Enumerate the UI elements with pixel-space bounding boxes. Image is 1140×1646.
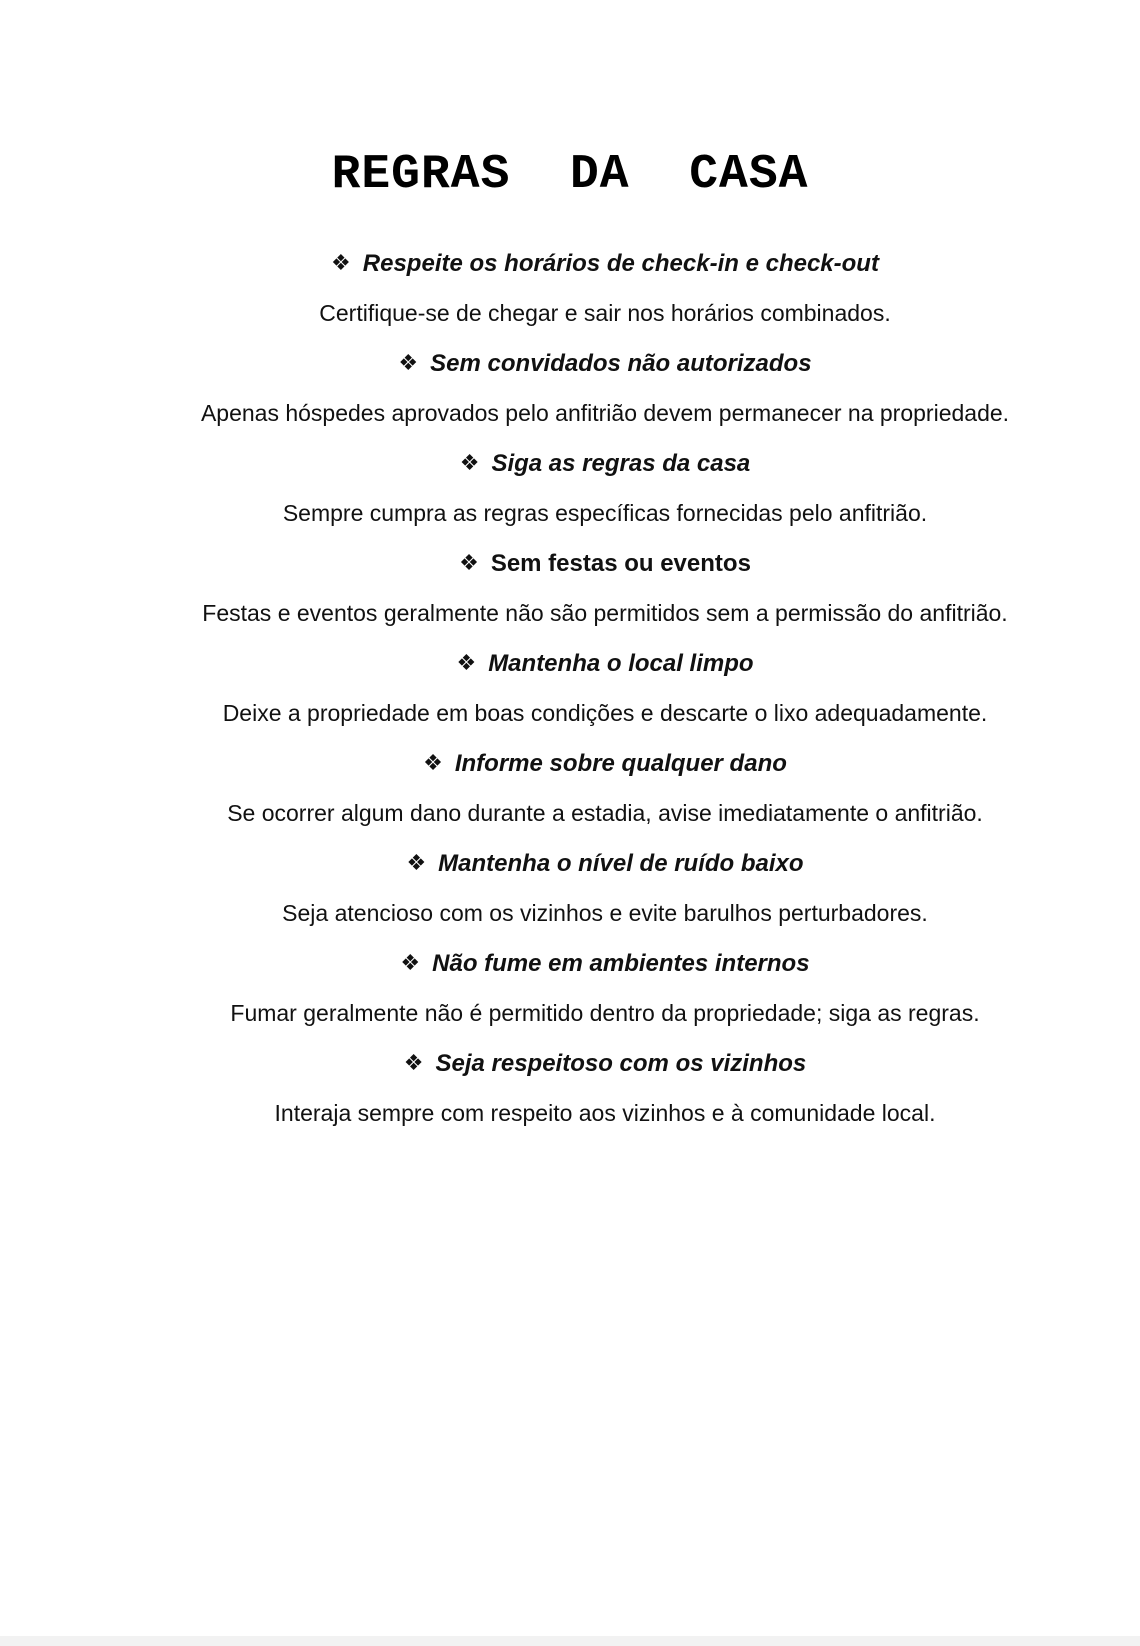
rule-heading-text: Sem convidados não autorizados	[430, 350, 812, 377]
page-bottom-edge	[0, 1636, 1140, 1646]
rule-heading	[190, 1038, 1020, 1088]
rule-item	[190, 738, 1020, 838]
rule-description: Seja atencioso com os vizinhos e evite barulhos perturbadores.	[282, 900, 928, 926]
rule-heading-text: Siga as regras da casa	[491, 450, 751, 477]
rule-heading	[190, 438, 1020, 488]
four-diamond-bullet-icon: ❖	[459, 450, 480, 475]
page-title: REGRAS DA CASA	[331, 148, 809, 202]
rule-heading-text: Não fume em ambientes internos	[432, 950, 810, 977]
rule-heading-text: Respeite os horários de check-in e check-out	[362, 250, 879, 277]
rule-heading-text: Seja respeitoso com os vizinhos	[435, 1050, 807, 1077]
four-diamond-bullet-icon: ❖	[456, 650, 477, 675]
rule-item	[190, 638, 1020, 738]
rule-heading	[190, 938, 1020, 988]
rule-heading	[190, 738, 1020, 788]
rule-description: Fumar geralmente não é permitido dentro da propriedade; siga as regras.	[230, 1000, 980, 1026]
four-diamond-bullet-icon: ❖	[423, 750, 443, 775]
rule-heading	[190, 338, 1020, 388]
rule-item	[190, 538, 1020, 638]
rule-heading-text: Informe sobre qualquer dano	[454, 750, 787, 777]
rule-description: Certifique-se de chegar e sair nos horários combinados.	[319, 300, 891, 326]
rule-heading	[190, 538, 1020, 588]
four-diamond-bullet-icon: ❖	[398, 350, 419, 375]
rule-item	[190, 438, 1020, 538]
rule-heading-text: Mantenha o local limpo	[488, 650, 754, 677]
rule-item	[190, 938, 1020, 1038]
rule-heading-text: Mantenha o nível de ruído baixo	[438, 850, 804, 877]
rule-description: Deixe a propriedade em boas condições e descarte o lixo adequadamente.	[222, 700, 988, 726]
rule-heading	[190, 638, 1020, 688]
four-diamond-bullet-icon: ❖	[331, 250, 351, 275]
rule-description: Se ocorrer algum dano durante a estadia, avise imediatamente o anfitrião.	[227, 800, 983, 826]
four-diamond-bullet-icon: ❖	[400, 950, 421, 975]
rules-list	[190, 238, 1020, 1138]
rule-description: Sempre cumpra as regras específicas fornecidas pelo anfitrião.	[282, 500, 928, 526]
rule-description: Festas e eventos geralmente não são permitidos sem a permissão do anfitrião.	[202, 600, 1008, 626]
rule-heading	[190, 838, 1020, 888]
rule-heading	[190, 238, 1020, 288]
four-diamond-bullet-icon: ❖	[459, 550, 479, 575]
four-diamond-bullet-icon: ❖	[406, 850, 427, 875]
rule-item	[190, 1038, 1020, 1138]
four-diamond-bullet-icon: ❖	[403, 1050, 424, 1075]
rule-description: Interaja sempre com respeito aos vizinhos e à comunidade local.	[274, 1100, 936, 1126]
rule-heading-text: Sem festas ou eventos	[490, 550, 751, 577]
rule-description: Apenas hóspedes aprovados pelo anfitrião devem permanecer na propriedade.	[200, 400, 1010, 426]
rule-item	[190, 338, 1020, 438]
rule-item	[190, 238, 1020, 338]
rule-item	[190, 838, 1020, 938]
